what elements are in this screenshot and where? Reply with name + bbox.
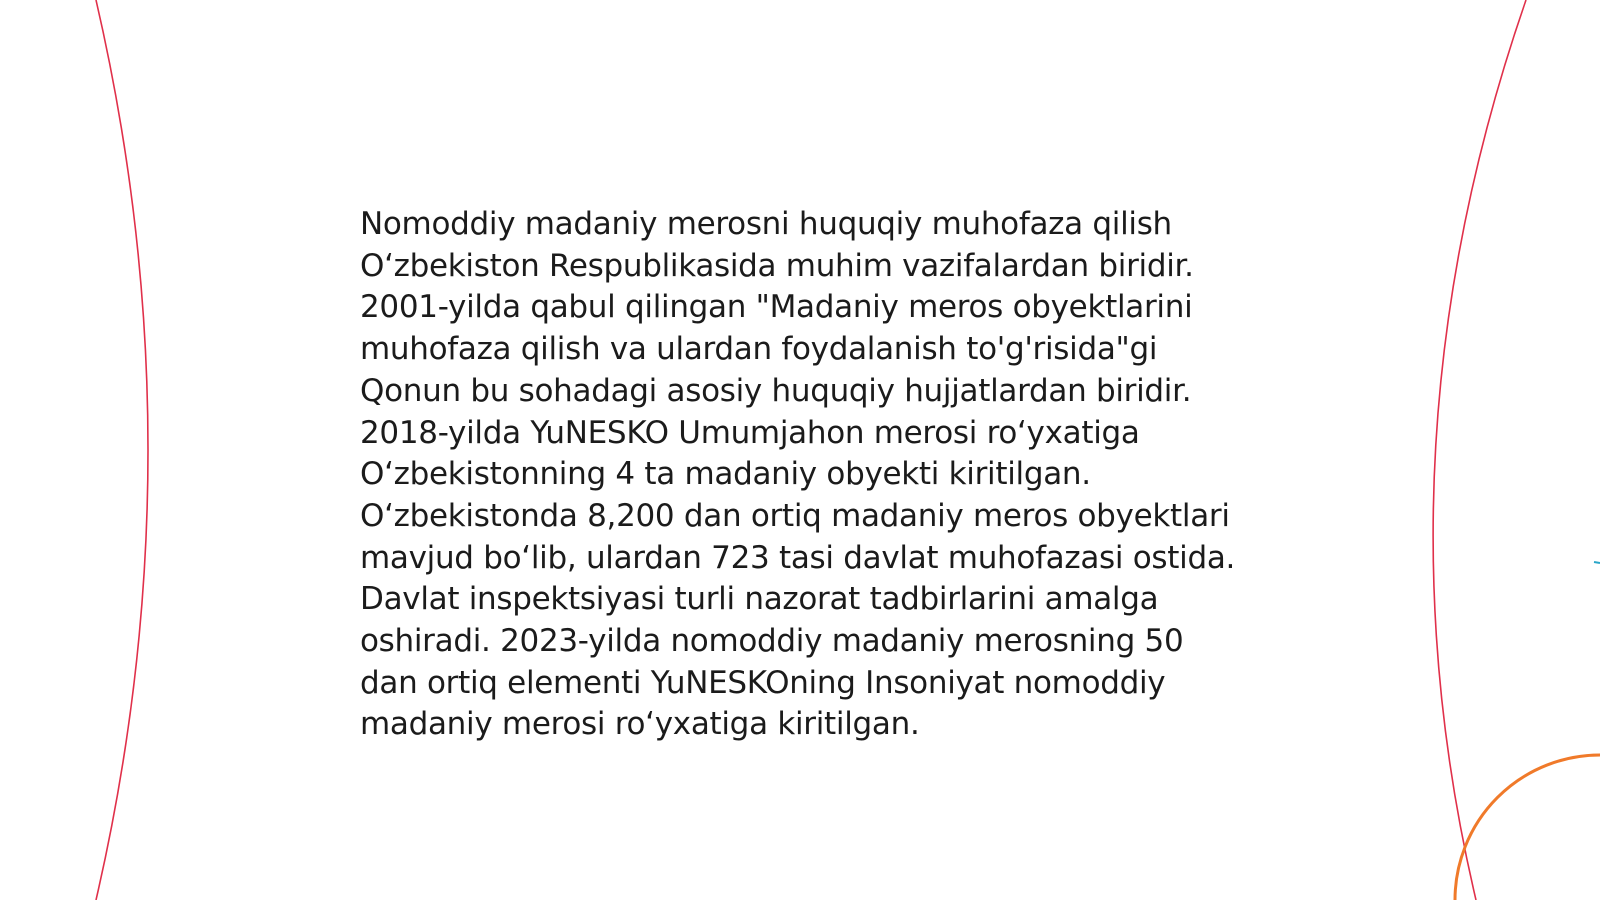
right-curve-line <box>1433 0 1526 900</box>
teal-accent-mark <box>1594 562 1600 563</box>
slide-body-text: Nomoddiy madaniy merosni huquqiy muhofaza qilish Oʻzbekiston Respublikasida muhim vazifalardan biridir. 2001-yilda qabul qilingan "Madaniy meros obyektlarini muhofaza qilish va ulardan foydalanish to'g'risida"gi Qonun bu sohadagi asosiy huquqiy hujjatlardan biridir. 2018-yilda YuNESKO Umumjahon merosi roʻyxatiga Oʻzbekistonning 4 ta madaniy obyekti kiritilgan. Oʻzbekistonda 8,200 dan ortiq madaniy meros obyektlari mavjud boʻlib, ulardan 723 tasi davlat muhofazasi ostida. Davlat inspektsiyasi turli nazorat tadbirlarini amalga oshiradi. 2023-yilda nomoddiy madaniy merosning 50 dan ortiq elementi YuNESKOning Insoniyat nomoddiy madaniy merosi roʻyxatiga kiritilgan. <box>360 206 1236 743</box>
left-curve-line <box>96 0 148 900</box>
orange-arc <box>1455 755 1600 900</box>
